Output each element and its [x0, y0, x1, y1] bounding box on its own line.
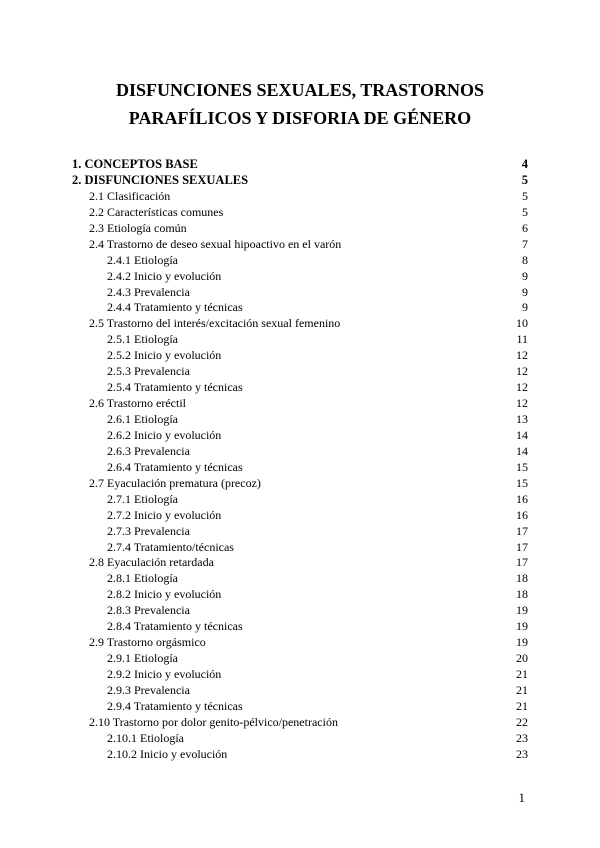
- toc-entry-title: 2.10.2 Inicio y evolución: [107, 746, 228, 761]
- toc-entry[interactable]: [72, 492, 528, 508]
- toc-entry-page: 12: [516, 348, 528, 363]
- toc-entry-title: 2.6.3 Prevalencia: [107, 443, 190, 458]
- page-number: 1: [518, 790, 525, 805]
- toc-entry-page: 8: [522, 252, 528, 267]
- toc-entry[interactable]: [72, 651, 528, 667]
- toc-entry[interactable]: [72, 253, 528, 269]
- toc-entry[interactable]: [72, 747, 528, 763]
- toc-entry[interactable]: [72, 603, 528, 619]
- toc-entry-title: 2.10.1 Etiología: [107, 730, 184, 745]
- toc-entry[interactable]: [72, 300, 528, 316]
- toc-entry-page: 18: [516, 587, 528, 602]
- toc-entry[interactable]: [72, 540, 528, 556]
- title-line-1: DISFUNCIONES SEXUALES, TRASTORNOS: [116, 80, 484, 100]
- toc-entry-page: 15: [516, 475, 528, 490]
- toc-entry-title: 2.4.3 Prevalencia: [107, 284, 190, 299]
- toc-entry-title: 2.5.4 Tratamiento y técnicas: [107, 380, 243, 395]
- toc-entry-page: 7: [522, 236, 528, 251]
- toc-entry[interactable]: [72, 715, 528, 731]
- toc-entry[interactable]: [72, 316, 528, 332]
- toc-entry-page: 21: [516, 667, 528, 681]
- toc-entry-page: 4: [521, 157, 528, 171]
- toc-entry[interactable]: [72, 237, 528, 253]
- toc-entry[interactable]: [72, 524, 528, 540]
- toc-entry[interactable]: [72, 221, 528, 237]
- toc-entry[interactable]: [72, 476, 528, 492]
- table-of-contents: [72, 157, 528, 763]
- toc-entry-title: 2.6 Trastorno eréctil: [89, 396, 186, 411]
- toc-entry[interactable]: [72, 348, 528, 364]
- toc-entry-title: 2.7.1 Etiología: [107, 491, 178, 506]
- toc-entry[interactable]: [72, 157, 528, 173]
- toc-entry-page: 17: [516, 523, 528, 538]
- toc-entry-page: 14: [516, 427, 528, 442]
- toc-entry-page: 14: [516, 443, 528, 458]
- toc-entry-title: 2.8.2 Inicio y evolución: [107, 587, 222, 602]
- toc-entry-title: 2.5.3 Prevalencia: [107, 364, 190, 379]
- toc-entry-page: 19: [516, 619, 528, 634]
- toc-entry-title: 2.9.2 Inicio y evolución: [107, 667, 222, 681]
- toc-entry[interactable]: [72, 189, 528, 205]
- toc-entry-title: 2.2 Características comunes: [89, 204, 224, 219]
- toc-entry-title: 2.5.2 Inicio y evolución: [107, 348, 222, 363]
- toc-entry[interactable]: [72, 619, 528, 635]
- toc-entry-page: 18: [516, 571, 528, 586]
- toc-entry-page: 5: [522, 188, 528, 203]
- toc-entry[interactable]: [72, 731, 528, 747]
- toc-entry-page: 5: [522, 204, 528, 219]
- toc-entry-page: 9: [522, 284, 528, 299]
- toc-entry-title: 2.5.1 Etiología: [107, 332, 178, 347]
- toc-entry-page: 16: [516, 491, 528, 506]
- toc-entry-title: 2.5 Trastorno del interés/excitación sexual femenino: [89, 316, 341, 331]
- toc-entry-title: 2. DISFUNCIONES SEXUALES: [72, 172, 249, 187]
- toc-entry-page: 10: [516, 316, 528, 331]
- toc-entry-page: 22: [516, 714, 528, 729]
- toc-entry[interactable]: [72, 269, 528, 285]
- toc-entry-title: 2.8 Eyaculación retardada: [89, 555, 214, 570]
- toc-entry-title: 2.9 Trastorno orgásmico: [89, 635, 206, 650]
- toc-entry[interactable]: [72, 699, 528, 715]
- toc-entry-title: 2.4.1 Etiología: [107, 252, 178, 267]
- toc-entry[interactable]: [72, 508, 528, 524]
- toc-entry-page: 23: [516, 730, 528, 745]
- title-line-2: PARAFÍLICOS Y DISFORIA DE GÉNERO: [128, 108, 472, 128]
- toc-entry-title: 2.6.1 Etiología: [107, 412, 178, 426]
- toc-entry-page: 17: [516, 539, 528, 554]
- toc-entry-page: 9: [522, 300, 528, 315]
- toc-entry-page: 5: [521, 172, 528, 187]
- toc-entry-title: 2.6.4 Tratamiento y técnicas: [107, 459, 243, 474]
- toc-entry-page: 12: [516, 364, 528, 379]
- toc-entry[interactable]: [72, 635, 528, 651]
- toc-entry[interactable]: [72, 205, 528, 221]
- toc-entry[interactable]: [72, 380, 528, 396]
- toc-entry-title: 2.7.4 Tratamiento/técnicas: [107, 539, 234, 554]
- toc-entry-title: 2.3 Etiología común: [89, 220, 187, 235]
- toc-entry-title: 2.7.3 Prevalencia: [107, 523, 190, 538]
- toc-entry[interactable]: [72, 364, 528, 380]
- toc-entry[interactable]: [72, 173, 528, 189]
- toc-entry-page: 9: [522, 268, 528, 283]
- toc-entry-title: 2.10 Trastorno por dolor genito-pélvico/penetración: [89, 714, 338, 729]
- toc-entry[interactable]: [72, 555, 528, 571]
- toc-entry-page: 16: [516, 507, 528, 522]
- toc-entry-title: 2.4 Trastorno de deseo sexual hipoactivo en el varón: [89, 236, 342, 251]
- toc-entry[interactable]: [72, 667, 528, 683]
- toc-entry-page: 6: [522, 220, 528, 235]
- toc-entry-page: 12: [516, 396, 528, 411]
- toc-entry-page: 21: [516, 698, 528, 713]
- toc-entry-page: 17: [516, 555, 528, 570]
- toc-entry-page: 13: [516, 412, 528, 426]
- toc-entry-title: 2.1 Clasificación: [89, 188, 171, 203]
- toc-entry[interactable]: [72, 428, 528, 444]
- toc-entry[interactable]: [72, 460, 528, 476]
- document-title: [0, 76, 600, 132]
- toc-entry[interactable]: [72, 571, 528, 587]
- toc-entry-page: 19: [516, 635, 528, 650]
- toc-entry[interactable]: [72, 587, 528, 603]
- toc-entry[interactable]: [72, 285, 528, 301]
- toc-entry-page: 15: [516, 459, 528, 474]
- toc-entry[interactable]: [72, 396, 528, 412]
- toc-entry-page: 23: [516, 746, 528, 761]
- toc-entry-title: 2.6.2 Inicio y evolución: [107, 427, 222, 442]
- toc-entry-page: 12: [516, 380, 528, 395]
- toc-entry-title: 2.7 Eyaculación prematura (precoz): [89, 475, 261, 490]
- toc-entry-page: 20: [516, 651, 528, 666]
- toc-entry[interactable]: [72, 444, 528, 460]
- toc-entry-title: 1. CONCEPTOS BASE: [72, 157, 198, 171]
- toc-entry-title: 2.9.4 Tratamiento y técnicas: [107, 698, 243, 713]
- toc-entry-title: 2.9.1 Etiología: [107, 651, 178, 666]
- toc-entry-title: 2.8.4 Tratamiento y técnicas: [107, 619, 243, 634]
- toc-entry-title: 2.4.4 Tratamiento y técnicas: [107, 300, 243, 315]
- toc-entry-title: 2.4.2 Inicio y evolución: [107, 268, 222, 283]
- toc-entry-title: 2.7.2 Inicio y evolución: [107, 507, 222, 522]
- toc-entry[interactable]: [72, 412, 528, 428]
- toc-entry-title: 2.8.3 Prevalencia: [107, 603, 190, 618]
- toc-entry-title: 2.8.1 Etiología: [107, 571, 178, 586]
- toc-entry[interactable]: [72, 683, 528, 699]
- toc-entry-page: 11: [516, 332, 528, 347]
- toc-entry-page: 19: [516, 603, 528, 618]
- toc-entry[interactable]: [72, 332, 528, 348]
- toc-entry-page: 21: [516, 682, 528, 697]
- toc-entry-title: 2.9.3 Prevalencia: [107, 682, 190, 697]
